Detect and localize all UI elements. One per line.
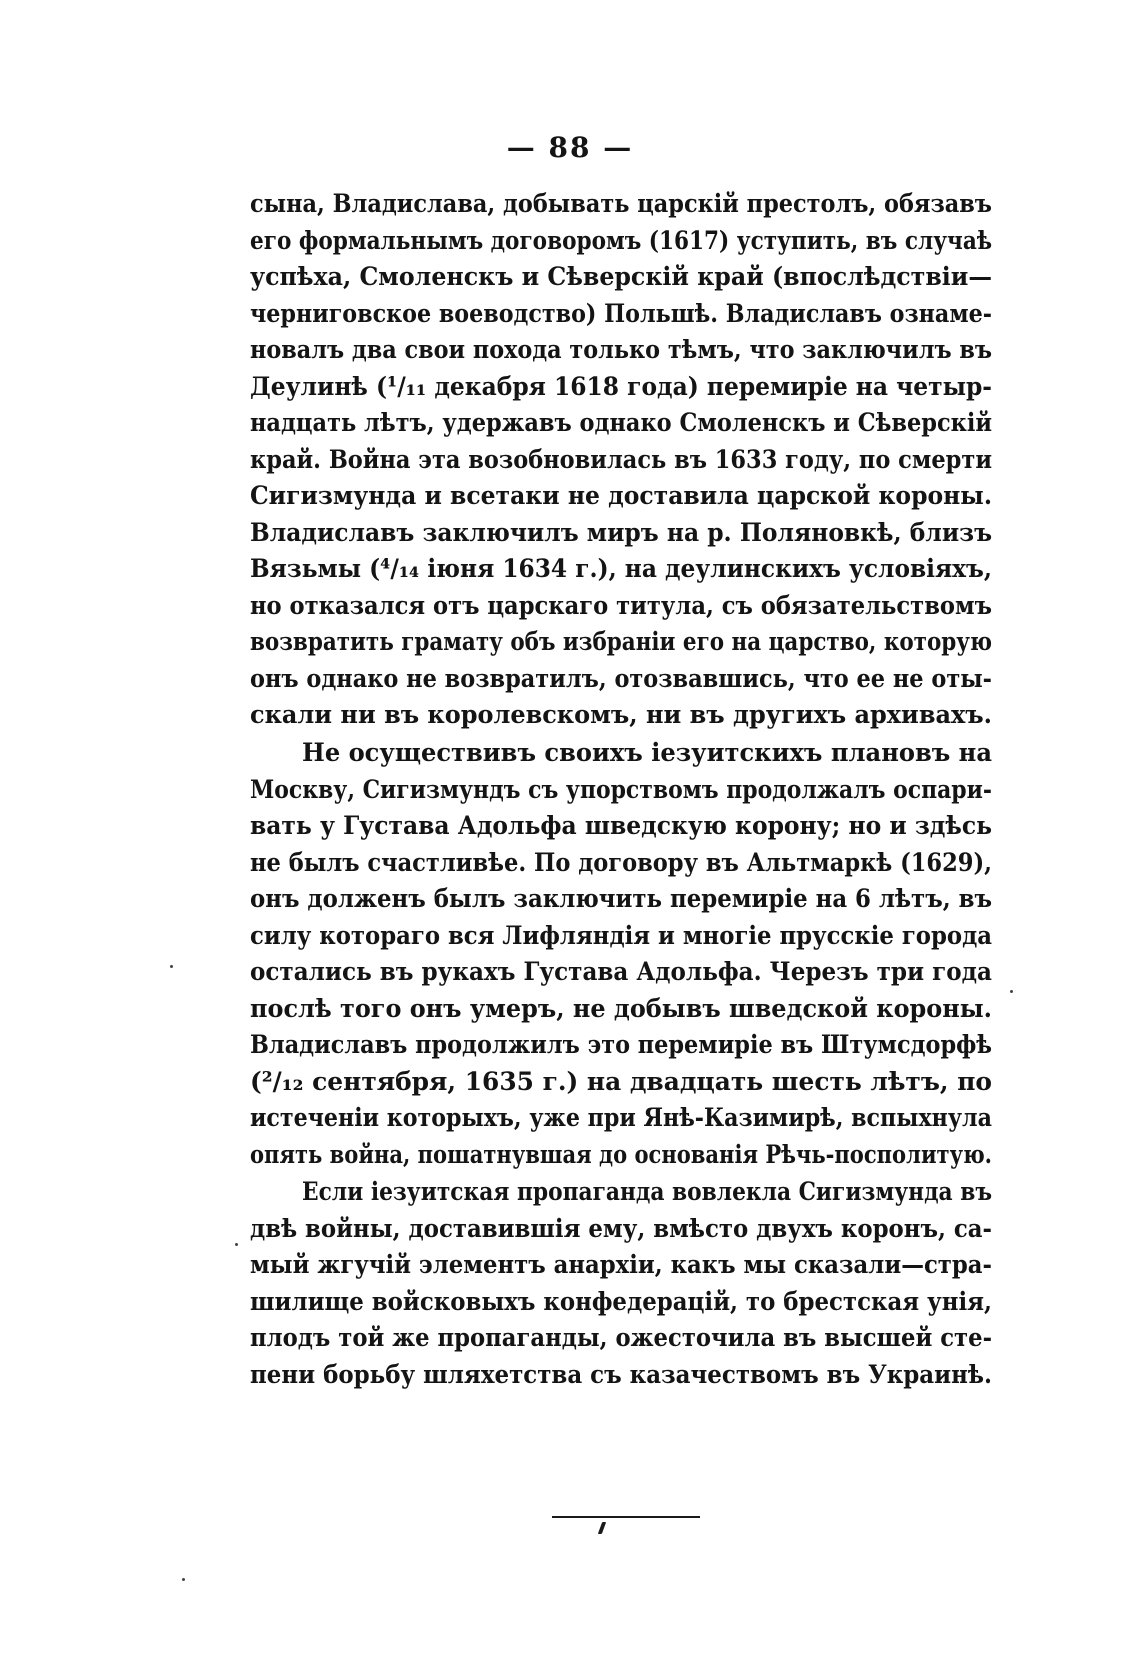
text-line: Сигизмунда и всетаки не доставила царской короны. bbox=[250, 481, 992, 510]
speck bbox=[182, 1578, 185, 1581]
text-line: вать у Густава Адольфа шведскую корону; но и здѣсь bbox=[250, 811, 992, 840]
text-line: истеченіи которыхъ, уже при Янѣ-Казимирѣ, вспыхнула bbox=[250, 1103, 992, 1132]
text-line: шилище войсковыхъ конфедерацій, то брестская унія, bbox=[250, 1286, 992, 1316]
text-line: онъ долженъ былъ заключить перемиріе на 6 лѣтъ, въ bbox=[250, 884, 992, 913]
end-mark bbox=[598, 1522, 606, 1534]
text-line: силу котораго вся Лифляндія и многіе прусскіе города bbox=[250, 920, 992, 950]
text-line: плодъ той же пропаганды, ожесточила въ высшей сте- bbox=[250, 1323, 992, 1352]
text-line: надцать лѣтъ, удержавъ однако Смоленскъ и Сѣверскій bbox=[250, 408, 992, 437]
text-line: Владиславъ продолжилъ это перемиріе въ Штумсдорфѣ bbox=[250, 1030, 992, 1059]
text-line: Деулинѣ (¹/₁₁ декабря 1618 года) перемиріе на четыр- bbox=[250, 371, 992, 401]
text-line: двѣ войны, доставившія ему, вмѣсто двухъ коронъ, са- bbox=[250, 1213, 992, 1243]
text-line: Если іезуитская пропаганда вовлекла Сигизмунда въ bbox=[302, 1177, 992, 1206]
text-line: возвратить грамату объ избраніи его на царство, которую bbox=[250, 627, 992, 656]
text-line: но отказался отъ царскаго титула, съ обязательствомъ bbox=[250, 590, 992, 620]
text-line: сына, Владислава, добывать царскій престолъ, обязавъ bbox=[250, 189, 992, 218]
page-number: — 88 — bbox=[506, 131, 634, 164]
speck bbox=[1010, 990, 1013, 993]
text-line: Не осуществивъ своихъ іезуитскихъ плановъ на bbox=[302, 738, 992, 767]
text-line: черниговское воеводство) Польшѣ. Владиславъ ознаме- bbox=[250, 298, 992, 328]
text-line: (²/₁₂ сентября, 1635 г.) на двадцать шесть лѣтъ, по bbox=[250, 1066, 992, 1096]
text-line: скали ни въ королевскомъ, ни въ другихъ архивахъ. bbox=[250, 700, 992, 729]
text-line: остались въ рукахъ Густава Адольфа. Черезъ три года bbox=[250, 957, 992, 986]
text-line: край. Война эта возобновилась въ 1633 году, по смерти bbox=[250, 444, 992, 474]
speck bbox=[235, 1243, 238, 1246]
text-line: послѣ того онъ умеръ, не добывъ шведской короны. bbox=[250, 993, 992, 1023]
text-line: Москву, Сигизмундъ съ упорствомъ продолжалъ оспари- bbox=[250, 774, 992, 804]
text-line: его формальнымъ договоромъ (1617) уступить, въ случаѣ bbox=[250, 225, 992, 255]
text-line: новалъ два свои похода только тѣмъ, что заключилъ въ bbox=[250, 335, 992, 364]
speck bbox=[170, 965, 173, 968]
text-line: Владиславъ заключилъ миръ на р. Поляновкѣ, близъ bbox=[250, 517, 992, 547]
text-line: Вязьмы (⁴/₁₄ іюня 1634 г.), на деулинскихъ условіяхъ, bbox=[250, 554, 992, 583]
end-rule bbox=[552, 1516, 700, 1518]
text-line: онъ однако не возвратилъ, отозвавшись, что ее не оты- bbox=[250, 663, 992, 693]
text-line: мый жгучій элементъ анархіи, какъ мы сказали—стра- bbox=[250, 1250, 992, 1279]
text-line: опять война, пошатнувшая до основанія Рѣчь-посполитую. bbox=[250, 1139, 992, 1169]
text-line: успѣха, Смоленскъ и Сѣверскій край (впослѣдствіи— bbox=[250, 262, 992, 291]
text-line: не былъ счастливѣе. По договору въ Альтмаркѣ (1629), bbox=[250, 847, 992, 877]
text-line: пени борьбу шляхетства съ казачествомъ въ Украинѣ. bbox=[250, 1359, 992, 1389]
